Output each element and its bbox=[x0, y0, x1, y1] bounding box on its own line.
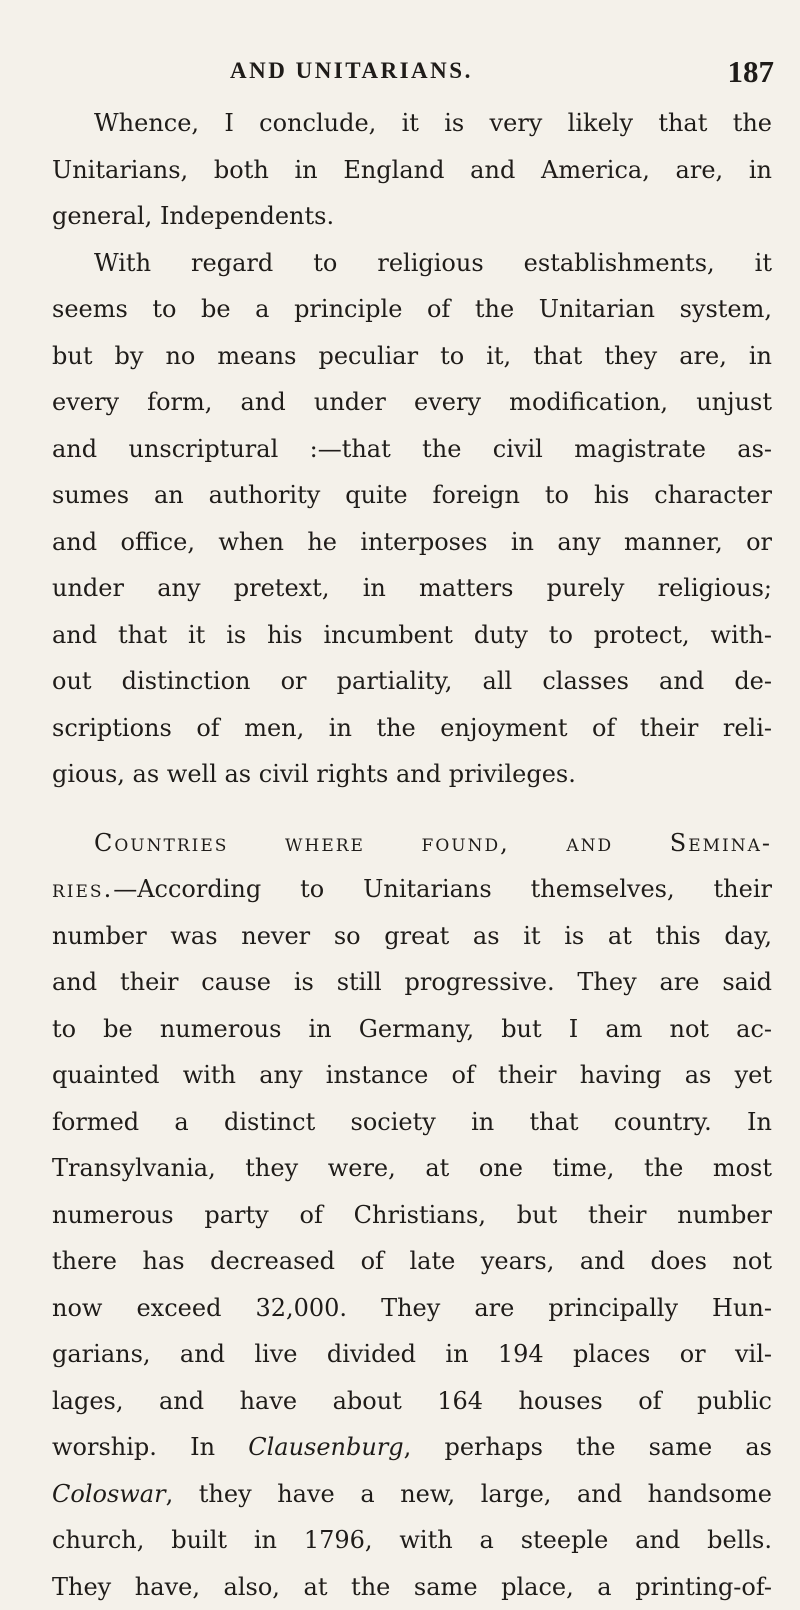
text-line: Unitarians, both in England and America, are, in bbox=[52, 147, 772, 194]
text-line: scriptions of men, in the enjoyment of their reli- bbox=[52, 705, 772, 752]
text-span: , perhaps the same as bbox=[404, 1433, 772, 1461]
section-heading-continuation: ries. bbox=[52, 875, 113, 903]
text-line: now exceed 32,000. They are principally Hun- bbox=[52, 1285, 772, 1332]
text-line: church, built in 1796, with a steeple and bells. bbox=[52, 1517, 772, 1564]
text-line: Whence, I conclude, it is very likely that the bbox=[52, 100, 772, 147]
page-body bbox=[52, 100, 772, 1610]
text-line: and that it is his incumbent duty to protect, with- bbox=[52, 612, 772, 659]
text-line: every form, and under every modification, unjust bbox=[52, 379, 772, 426]
text-line: general, Independents. bbox=[52, 193, 772, 240]
text-line: out distinction or partiality, all classes and de- bbox=[52, 658, 772, 705]
text-line: and office, when he interposes in any manner, or bbox=[52, 519, 772, 566]
text-span: , they have a new, large, and handsome bbox=[166, 1480, 772, 1508]
text-line: Transylvania, they were, at one time, the most bbox=[52, 1145, 772, 1192]
text-line: to be numerous in Germany, but I am not ac- bbox=[52, 1006, 772, 1053]
text-line: and unscriptural :—that the civil magistrate as- bbox=[52, 426, 772, 473]
text-line: garians, and live divided in 194 places or vil- bbox=[52, 1331, 772, 1378]
text-line: lages, and have about 164 houses of public bbox=[52, 1378, 772, 1425]
italic-place-name: Clausenburg bbox=[248, 1433, 403, 1461]
text-line: quainted with any instance of their having as yet bbox=[52, 1052, 772, 1099]
text-line bbox=[52, 1471, 772, 1518]
text-line: They have, also, at the same place, a printing-of- bbox=[52, 1564, 772, 1610]
text-span: worship. In bbox=[52, 1433, 215, 1461]
text-line: under any pretext, in matters purely religious; bbox=[52, 565, 772, 612]
running-head: AND UNITARIANS. bbox=[230, 58, 473, 84]
text-line bbox=[52, 1424, 772, 1471]
text-line bbox=[52, 866, 772, 913]
text-line: formed a distinct society in that country. In bbox=[52, 1099, 772, 1146]
page-number: 187 bbox=[728, 54, 775, 90]
page-header bbox=[50, 58, 774, 94]
text-line: but by no means peculiar to it, that they are, in bbox=[52, 333, 772, 380]
text-span: —According to Unitarians themselves, their bbox=[113, 875, 772, 903]
italic-place-name: Coloswar bbox=[52, 1480, 166, 1508]
text-line: number was never so great as it is at this day, bbox=[52, 913, 772, 960]
text-line: gious, as well as civil rights and privileges. bbox=[52, 751, 772, 798]
text-line: and their cause is still progressive. They are said bbox=[52, 959, 772, 1006]
text-line: sumes an authority quite foreign to his character bbox=[52, 472, 772, 519]
section-heading-text: Countries where found, and Semina- bbox=[94, 829, 772, 857]
text-line: numerous party of Christians, but their number bbox=[52, 1192, 772, 1239]
section-heading bbox=[52, 820, 772, 867]
text-line: there has decreased of late years, and does not bbox=[52, 1238, 772, 1285]
text-line: With regard to religious establishments, it bbox=[52, 240, 772, 287]
text-line: seems to be a principle of the Unitarian system, bbox=[52, 286, 772, 333]
